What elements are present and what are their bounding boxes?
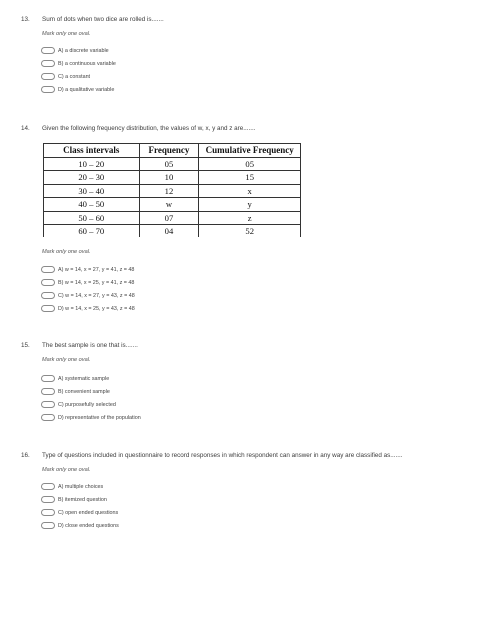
- table-cell: y: [199, 198, 301, 211]
- question-text: The best sample is one that is.......: [42, 342, 138, 349]
- question-number: 15.: [21, 342, 30, 349]
- option-d[interactable]: [41, 85, 114, 94]
- table-cell: 30 – 40: [44, 184, 140, 197]
- radio-oval[interactable]: [41, 73, 55, 80]
- option-b[interactable]: [41, 387, 110, 396]
- question-hint: Mark only one oval.: [42, 467, 91, 473]
- radio-oval[interactable]: [41, 509, 55, 516]
- option-label: D) representative of the population: [58, 414, 141, 421]
- option-c[interactable]: [41, 400, 116, 409]
- option-a[interactable]: [41, 265, 134, 274]
- radio-oval[interactable]: [41, 305, 55, 312]
- option-a[interactable]: [41, 482, 103, 491]
- header-cell: Class intervals: [44, 144, 140, 158]
- option-d[interactable]: [41, 304, 135, 313]
- table-header-row: [44, 144, 301, 158]
- question-text: Given the following frequency distribution, the values of w, x, y and z are.......: [42, 125, 256, 132]
- table-cell: z: [199, 211, 301, 224]
- question-hint: Mark only one oval.: [42, 357, 91, 363]
- header-cell: Cumulative Frequency: [199, 144, 301, 158]
- table-cell: 12: [139, 184, 199, 197]
- option-label: D) w = 14, x = 25, y = 43, z = 48: [58, 305, 135, 312]
- table-cell: 20 – 30: [44, 171, 140, 184]
- option-label: B) itemized question: [58, 496, 107, 503]
- question-number: 14.: [21, 125, 30, 132]
- radio-oval[interactable]: [41, 483, 55, 490]
- option-a[interactable]: [41, 374, 109, 383]
- question-hint: Mark only one oval.: [42, 249, 91, 255]
- option-label: C) open ended questions: [58, 509, 119, 516]
- option-label: B) w = 14, x = 25, y = 41, z = 48: [58, 279, 135, 286]
- table-cell: x: [199, 184, 301, 197]
- option-label: A) w = 14, x = 27, y = 41, z = 48: [58, 266, 135, 273]
- option-label: A) systematic sample: [58, 375, 110, 382]
- table-cell: 07: [139, 211, 199, 224]
- option-d[interactable]: [41, 413, 141, 422]
- table-row: [44, 171, 301, 184]
- radio-oval[interactable]: [41, 414, 55, 421]
- radio-oval[interactable]: [41, 266, 55, 273]
- table-cell: 10 – 20: [44, 158, 140, 171]
- table-cell: 60 – 70: [44, 225, 140, 238]
- option-c[interactable]: [41, 508, 118, 517]
- option-label: D) close ended questions: [58, 522, 119, 529]
- radio-oval[interactable]: [41, 401, 55, 408]
- radio-oval[interactable]: [41, 279, 55, 286]
- option-label: A) multiple choices: [58, 483, 104, 490]
- table-cell: 40 – 50: [44, 198, 140, 211]
- radio-oval[interactable]: [41, 60, 55, 67]
- option-label: A) a discrete variable: [58, 47, 109, 54]
- option-label: D) a qualitative variable: [58, 86, 115, 93]
- table-cell: 05: [139, 158, 199, 171]
- question-hint: Mark only one oval.: [42, 31, 91, 37]
- radio-oval[interactable]: [41, 47, 55, 54]
- option-label: B) convenient sample: [58, 388, 110, 395]
- option-b[interactable]: [41, 59, 116, 68]
- radio-oval[interactable]: [41, 292, 55, 299]
- question-number: 16.: [21, 452, 30, 459]
- table-cell: 52: [199, 225, 301, 238]
- option-label: C) w = 14, x = 27, y = 43, z = 48: [58, 292, 135, 299]
- option-label: B) a continuous variable: [58, 60, 116, 67]
- question-number: 13.: [21, 16, 30, 23]
- table-row: [44, 225, 301, 238]
- table-cell: 05: [199, 158, 301, 171]
- table-row: [44, 198, 301, 211]
- option-c[interactable]: [41, 291, 135, 300]
- radio-oval[interactable]: [41, 496, 55, 503]
- option-a[interactable]: [41, 46, 109, 55]
- radio-oval[interactable]: [41, 522, 55, 529]
- radio-oval[interactable]: [41, 375, 55, 382]
- table-cell: 50 – 60: [44, 211, 140, 224]
- option-b[interactable]: [41, 495, 107, 504]
- question-text: Type of questions included in questionnaire to record responses in which respondent can answer in any way are classified as.......: [42, 452, 403, 459]
- option-label: C) a constant: [58, 73, 91, 80]
- option-d[interactable]: [41, 521, 119, 530]
- option-b[interactable]: [41, 278, 134, 287]
- table-row: [44, 184, 301, 197]
- table-cell: 10: [139, 171, 199, 184]
- table-row: [44, 211, 301, 224]
- question-text: Sum of dots when two dice are rolled is.......: [42, 16, 164, 23]
- radio-oval[interactable]: [41, 86, 55, 93]
- option-c[interactable]: [41, 72, 90, 81]
- table-cell: 15: [199, 171, 301, 184]
- table-cell: w: [139, 198, 199, 211]
- radio-oval[interactable]: [41, 388, 55, 395]
- table-cell: 04: [139, 225, 199, 238]
- table-row: [44, 158, 301, 171]
- frequency-table: [43, 143, 301, 237]
- option-label: C) purposefully selected: [58, 401, 116, 408]
- header-cell: Frequency: [139, 144, 199, 158]
